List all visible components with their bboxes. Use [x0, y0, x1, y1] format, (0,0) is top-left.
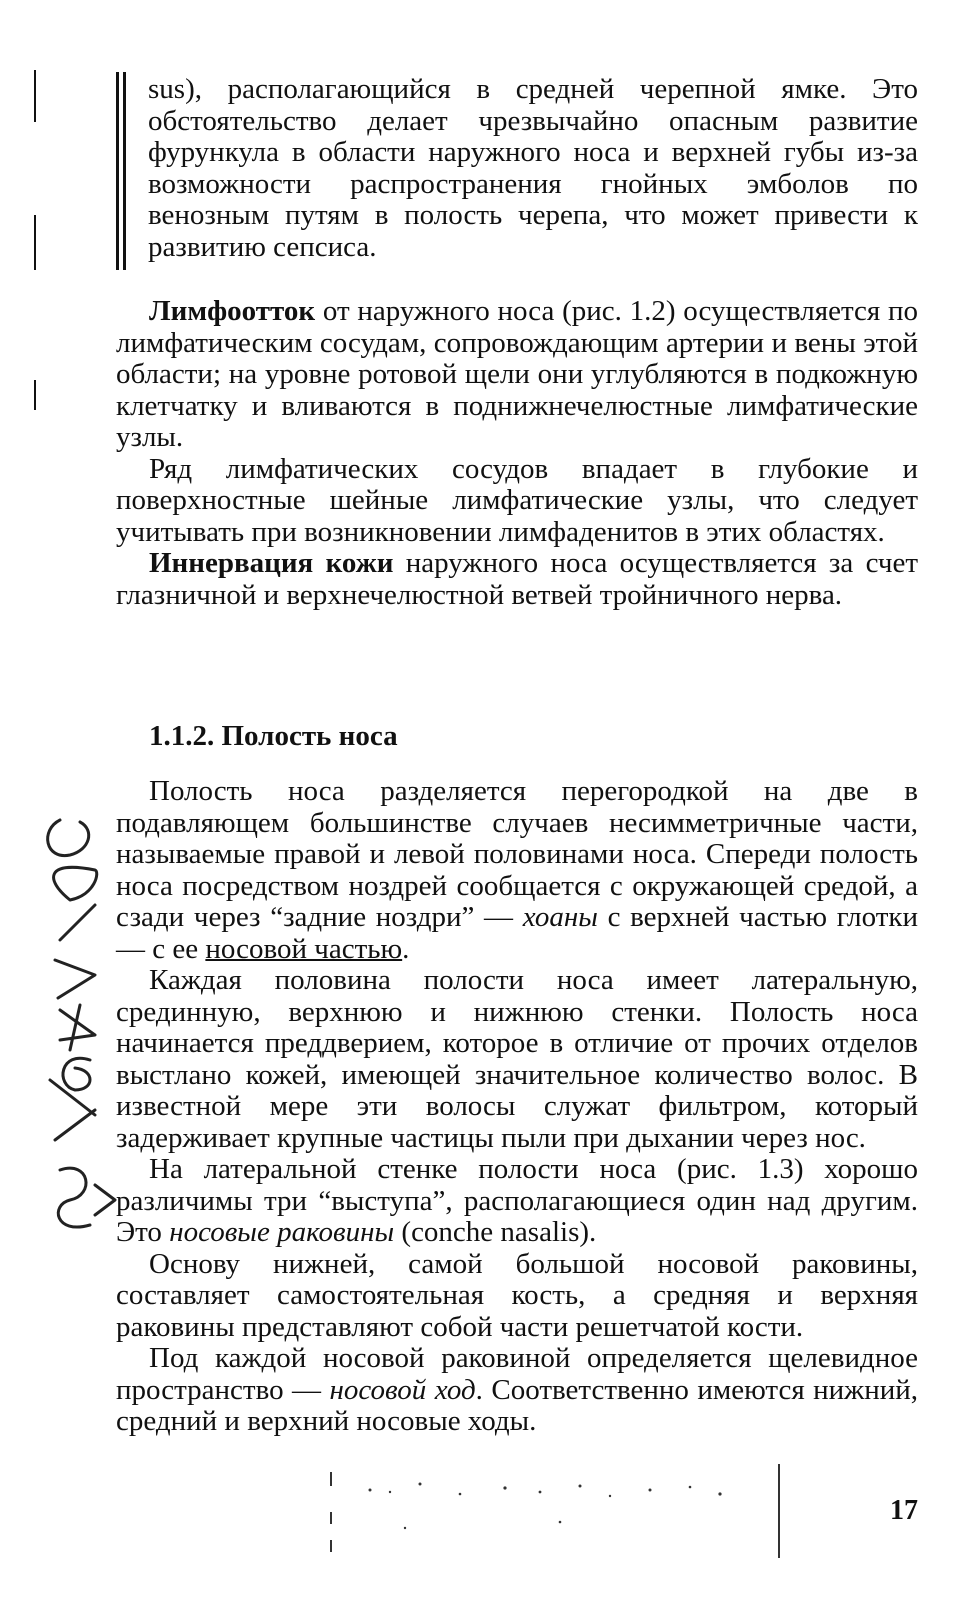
meatus-term: носовой ход [329, 1373, 476, 1406]
cavity-text-3b: (conche nasalis). [394, 1216, 597, 1248]
lymph-text: от наружного носа (рис. 1.2) осуществляется по лимфатическим сосудам, сопровождающим артерии и вены этой области; на уровне ротовой щели они углубляются в подкожную клетчатку и вливаются в поднижнечелюстные лимфатические узлы. [116, 295, 918, 453]
cavity-paragraph-2: Каждая половина полости носа имеет латеральную, срединную, верхнюю и нижнюю стенки. Полость носа начинается преддверием, которое в отличие от прочих отделов выстлано кожей, имеющей значительное количество волос. В известной мере эти волосы служат фильтром, который задерживает крупные частицы пыли при дыхании через нос. [116, 964, 918, 1154]
page-number: 17 [890, 1495, 918, 1526]
section-heading: 1.1.2. Полость носа [149, 720, 398, 752]
cavity-text-5a: Под каждой носовой раковиной определяется щелевидное пространство — [116, 1342, 918, 1406]
lymph-paragraph [116, 296, 918, 454]
choanae-term: хоаны [522, 901, 598, 933]
innervation-paragraph [116, 548, 918, 611]
innervation-term: Иннервация кожи [149, 547, 394, 579]
cavity-text-1c: . [402, 932, 410, 965]
conchae-term: носовые раковины [169, 1216, 395, 1248]
intro-text: sus), располагающийся в средней черепной ямке. Это обстоятельство делает чрезвычайно опасным развитие фурункула в области наружного носа и верхней губы из-за возможности распространения гнойных эмболов по венозным путям в полость черепа, что может привести к развитию сепсиса. [148, 73, 918, 263]
innervation-text: наружного носа осуществляется за счет глазничной и верхнечелюстной ветвей тройничного нерва. [116, 547, 918, 611]
cavity-text-1a: Полость носа разделяется перегородкой на две в подавляющем большинстве случаев несимметричные части, называемые правой и левой половинами носа. Спереди полость носа посредством ноздрей сообщается с окружающей средой, а сзади через “задние ноздри” — [116, 775, 918, 933]
cavity-paragraph-4: Основу нижней, самой большой носовой раковины, составляет самостоятельная кость, а средняя и верхняя раковины представляют собой части решетчатой кости. [116, 1247, 918, 1343]
lymph-section [116, 296, 918, 611]
cavity-paragraph-5 [116, 1343, 918, 1438]
cavity-text-1b: с верхней частью глотки — с ее [116, 901, 918, 965]
nasal-part-underlined: носовой частью [205, 932, 403, 965]
lymph-term: Лимфоотток [149, 295, 316, 327]
scan-noise [310, 1462, 790, 1562]
intro-paragraph [148, 74, 918, 263]
cavity-section [116, 776, 918, 1438]
cavity-text-5b: . Соответственно имеются нижний, средний и верхний носовые ходы. [116, 1373, 919, 1437]
lymph-paragraph-2: Ряд лимфатических сосудов впадает в глубокие и поверхностные шейные лимфатические узлы, что следует учитывать при возникновении лимфаденитов в этих областях. [116, 452, 918, 548]
cavity-text-3a: На латеральной стенке полости носа (рис. 1.3) хорошо различимы три “выступа”, располагающиеся один над другим. Это [116, 1153, 918, 1248]
cavity-paragraph-1 [116, 776, 918, 965]
handwritten-annotation [0, 0, 150, 1300]
cavity-paragraph-3 [116, 1154, 918, 1249]
